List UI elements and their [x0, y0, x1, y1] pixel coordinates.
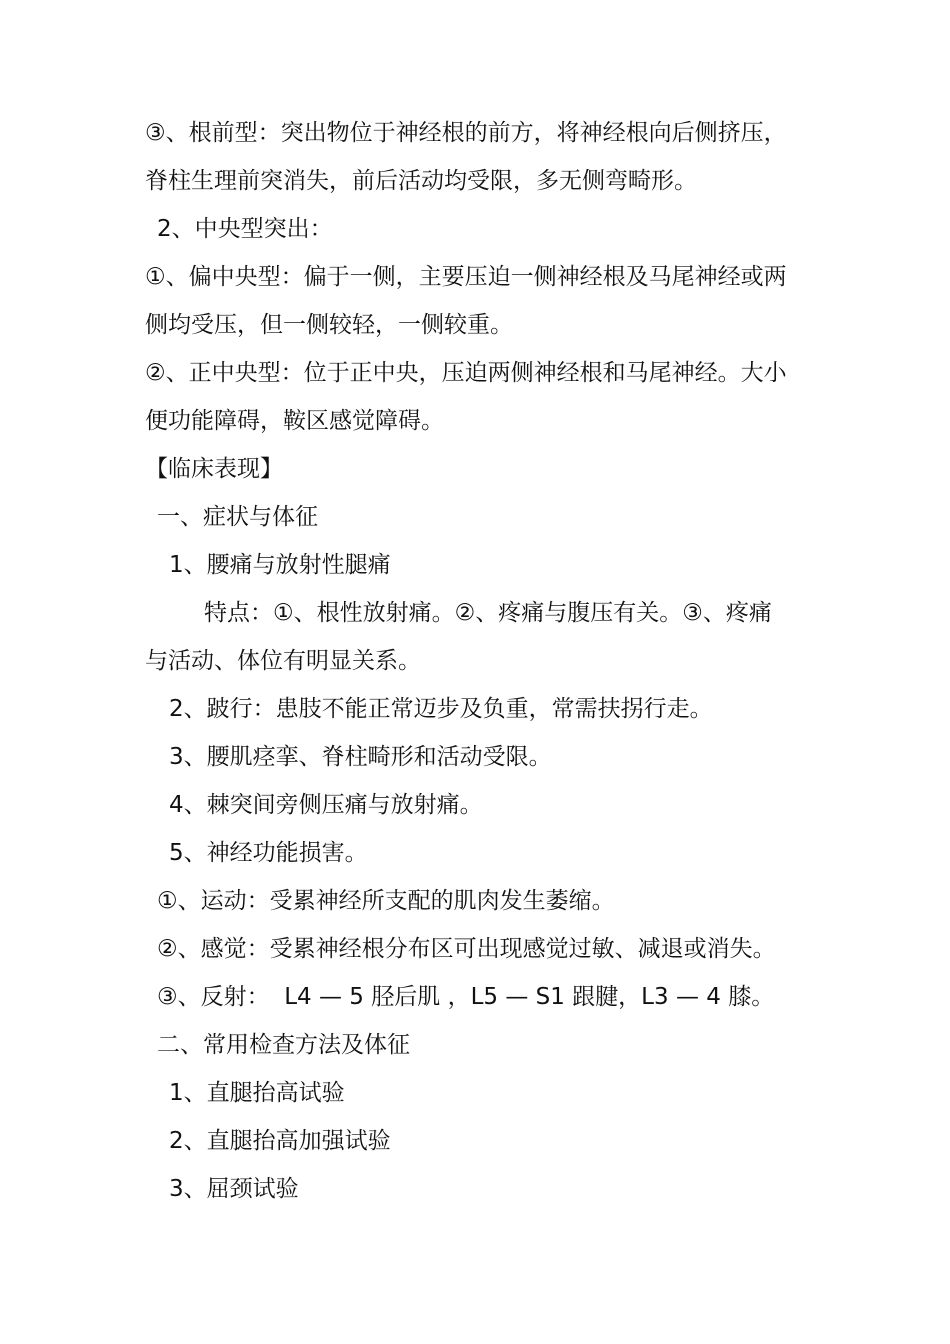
text-line: 特点：①、根性放射痛。②、疼痛与腹压有关。③、疼痛 [204, 600, 772, 626]
text-line: ①、偏中央型：偏于一侧，主要压迫一侧神经根及马尾神经或两 [145, 264, 787, 290]
subsection-heading: 1、腰痛与放射性腿痛 [169, 552, 391, 578]
section-heading: 一、症状与体征 [157, 504, 318, 530]
list-item: 2、跛行：患肢不能正常迈步及负重，常需扶拐行走。 [169, 696, 713, 722]
list-item: 3、腰肌痉挛、脊柱畸形和活动受限。 [169, 744, 552, 770]
list-item: 5、神经功能损害。 [169, 840, 368, 866]
list-item: ②、感觉：受累神经根分布区可出现感觉过敏、减退或消失。 [157, 936, 776, 962]
text-line: 与活动、体位有明显关系。 [145, 648, 421, 674]
list-item: 2、直腿抬高加强试验 [169, 1128, 391, 1154]
list-item: 4、棘突间旁侧压痛与放射痛。 [169, 792, 483, 818]
section-heading: 【临床表现】 [145, 456, 283, 482]
text-line: ③、根前型：突出物位于神经根的前方，将神经根向后侧挤压， [145, 120, 787, 146]
list-item: ③、反射： L4 — 5 胫后肌 ，L5 — S1 跟腱，L3 — 4 膝。 [157, 984, 775, 1010]
text-line: 侧均受压，但一侧较轻，一侧较重。 [145, 312, 513, 338]
list-item: 3、屈颈试验 [169, 1176, 299, 1202]
list-item: ①、运动：受累神经所支配的肌肉发生萎缩。 [157, 888, 615, 914]
text-line: 便功能障碍，鞍区感觉障碍。 [145, 408, 444, 434]
list-item: 1、直腿抬高试验 [169, 1080, 345, 1106]
text-line: 脊柱生理前突消失，前后活动均受限，多无侧弯畸形。 [145, 168, 697, 194]
section-heading: 二、常用检查方法及体征 [157, 1032, 410, 1058]
text-line: ②、正中央型：位于正中央，压迫两侧神经根和马尾神经。大小 [145, 360, 787, 386]
section-heading: 2、中央型突出： [157, 216, 333, 242]
